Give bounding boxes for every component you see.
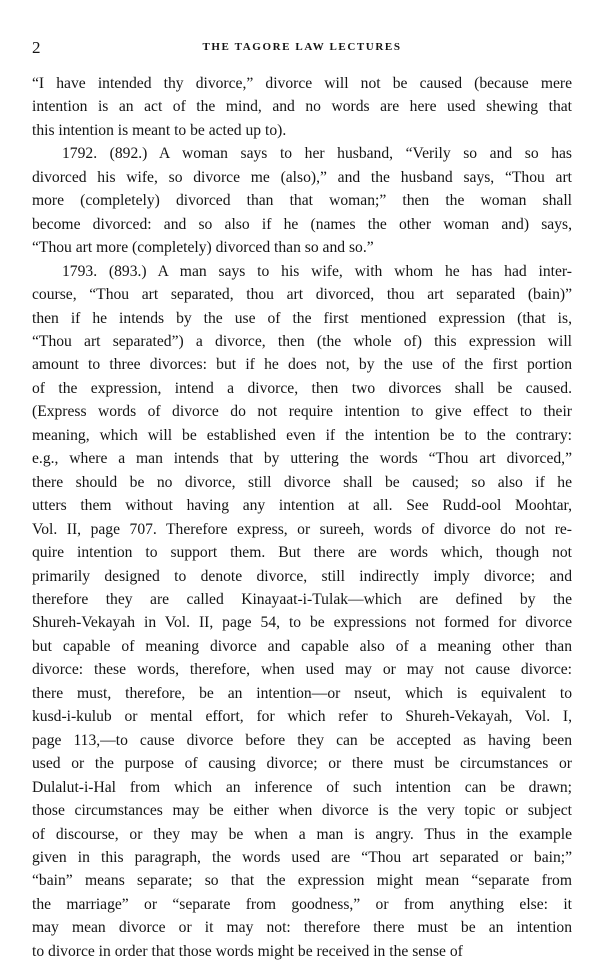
text-line: given in this paragraph, the words used are “Thou art separated or bain;” xyxy=(32,848,572,866)
text-line: this intention is meant to be acted up to). xyxy=(32,121,287,139)
text-line: course, “Thou art separated, thou art divorced, thou art separated (bain)” xyxy=(32,286,572,304)
text-line: amount to three divorces: but if he does not, by the use of the first portion xyxy=(32,356,572,374)
text-line: 1792. (892.) A woman says to her husband, “Verily so and so has xyxy=(62,145,572,163)
text-line: of discourse, or they may be when a man is angry. Thus in the example xyxy=(32,825,572,843)
text-line: divorced his wife, so divorce me (also),” and the husband says, “Thou art xyxy=(32,168,572,186)
running-head: THE TAGORE LAW LECTURES xyxy=(202,41,402,53)
text-line: utters them without having any intention at all. See Rudd-ool Moohtar, xyxy=(32,497,572,515)
text-line: Dulalut-i-Hal from which an inference of such intention can be drawn; xyxy=(32,778,572,796)
paragraph xyxy=(32,142,572,259)
text-line: intention is an act of the mind, and no words are here used shewing that xyxy=(32,98,572,116)
text-line: divorce: these words, therefore, when used may or may not cause divorce: xyxy=(32,661,572,679)
body-text xyxy=(32,72,572,963)
text-line: to divorce in order that those words might be received in the sense of xyxy=(32,942,463,960)
text-line: “Thou art more (completely) divorced than so and so.” xyxy=(32,239,374,257)
text-line: those circumstances may be either when divorce is the very topic or subject xyxy=(32,802,572,820)
text-line: therefore they are called Kinayaat-i-Tulak—which are defined by the xyxy=(32,590,572,608)
paragraph xyxy=(32,72,572,142)
text-line: primarily designed to denote divorce, still indirectly imply divorce; and xyxy=(32,567,572,585)
text-line: Vol. II, page 707. Therefore express, or sureeh, words of divorce do not re- xyxy=(32,520,572,538)
text-line: more (completely) divorced than that woman;” then the woman shall xyxy=(32,192,572,210)
text-line: kusd-i-kulub or mental effort, for which refer to Shureh-Vekayah, Vol. I, xyxy=(32,708,572,726)
text-line: meaning, which will be established even if the intention be to the contrary: xyxy=(32,426,572,444)
text-line: there must, therefore, be an intention—or nseut, which is equivalent to xyxy=(32,684,572,702)
page-number: 2 xyxy=(32,38,41,57)
text-line: “I have intended thy divorce,” divorce will not be caused (because mere xyxy=(32,75,572,92)
text-line: quire intention to support them. But there are words which, though not xyxy=(32,544,572,562)
text-line: (Express words of divorce do not require intention to give effect to their xyxy=(32,403,572,421)
text-line: 1793. (893.) A man says to his wife, with whom he has had inter- xyxy=(62,262,572,280)
text-line: Shureh-Vekayah in Vol. II, page 54, to be expressions not formed for divorce xyxy=(32,614,572,632)
text-line: may mean divorce or it may not: therefore there must be an intention xyxy=(32,919,572,937)
text-line: the marriage” or “separate from goodness,” or from anything else: it xyxy=(32,895,572,913)
text-line: there should be no divorce, still divorce shall be caused; so also if he xyxy=(32,473,572,491)
paragraph xyxy=(32,260,572,964)
text-line: “Thou art separated”) a divorce, then (the whole of) this expression will xyxy=(32,332,572,350)
text-line: used or the purpose of causing divorce; or there must be circumstances or xyxy=(32,755,572,773)
text-line: e.g., where a man intends that by uttering the words “Thou art divorced,” xyxy=(32,450,572,468)
page-header xyxy=(32,38,572,72)
text-line: page 113,—to cause divorce before they can be accepted as having been xyxy=(32,731,572,749)
text-line: then if he intends by the use of the first mentioned expression (that is, xyxy=(32,309,572,327)
text-line: of the expression, intend a divorce, then two divorces shall be caused. xyxy=(32,379,572,397)
text-line: become divorced: and so also if he (names the other woman and) says, xyxy=(32,215,572,233)
text-line: “bain” means separate; so that the expression might mean “separate from xyxy=(32,872,572,890)
text-line: but capable of meaning divorce and capable also of a meaning other than xyxy=(32,637,572,655)
